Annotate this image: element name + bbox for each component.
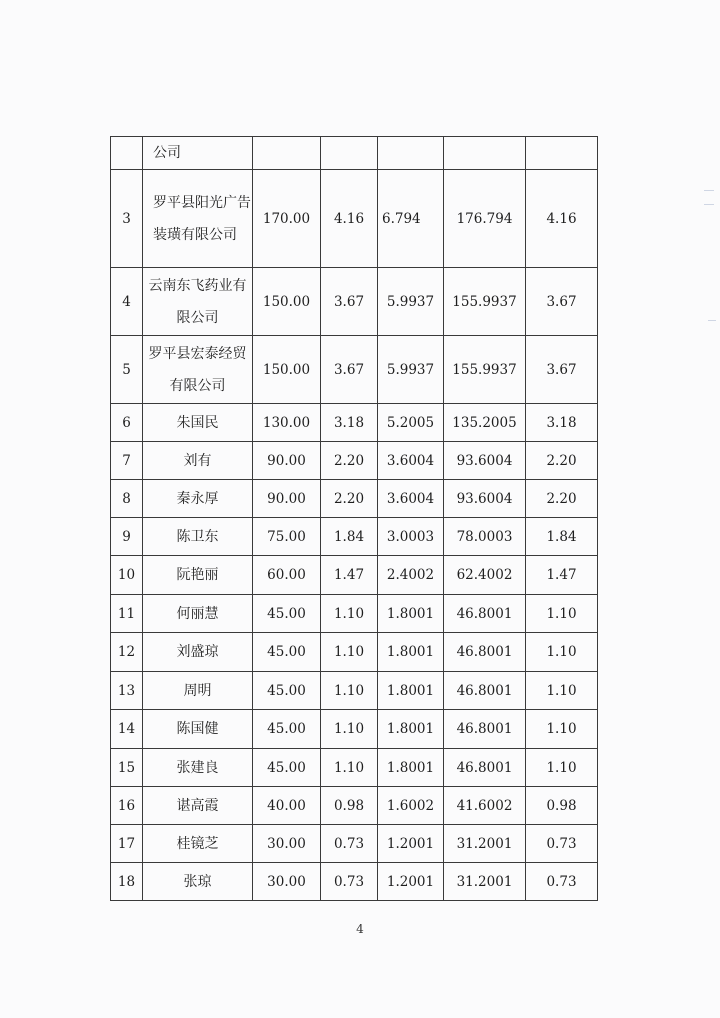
final-ratio-cell: 1.84	[526, 518, 598, 556]
final-ratio-cell: 4.16	[526, 170, 598, 268]
shareholder-name: 刘盛琼	[143, 633, 253, 672]
added-cell: 5.9937	[378, 336, 444, 404]
total-cell: 31.2001	[444, 863, 526, 901]
scan-edge-mark	[704, 204, 714, 205]
added-cell: 1.2001	[378, 825, 444, 863]
amount-cell: 45.00	[253, 595, 321, 633]
row-number: 12	[111, 633, 143, 672]
table-row	[111, 710, 598, 749]
row-number: 4	[111, 268, 143, 336]
shareholder-name: 陈国健	[143, 710, 253, 749]
ratio-cell: 3.67	[321, 268, 378, 336]
row-number: 16	[111, 787, 143, 825]
added-cell: 1.6002	[378, 787, 444, 825]
amount-cell: 40.00	[253, 787, 321, 825]
shareholder-name: 阮艳丽	[143, 556, 253, 595]
ratio-cell: 1.47	[321, 556, 378, 595]
total-cell: 135.2005	[444, 404, 526, 442]
final-ratio-cell: 1.10	[526, 672, 598, 710]
table-row	[111, 787, 598, 825]
row-number: 6	[111, 404, 143, 442]
row-number: 17	[111, 825, 143, 863]
amount-cell: 45.00	[253, 749, 321, 787]
total-cell: 46.8001	[444, 595, 526, 633]
total-cell: 46.8001	[444, 633, 526, 672]
total-cell: 31.2001	[444, 825, 526, 863]
final-ratio-cell: 1.10	[526, 749, 598, 787]
row-number: 9	[111, 518, 143, 556]
added-cell: 1.8001	[378, 633, 444, 672]
added-cell: 1.8001	[378, 672, 444, 710]
amount-cell: 130.00	[253, 404, 321, 442]
shareholder-name: 桂镜芝	[143, 825, 253, 863]
added-cell: 5.9937	[378, 268, 444, 336]
total-cell: 155.9937	[444, 336, 526, 404]
final-ratio-cell: 3.18	[526, 404, 598, 442]
added-cell: 3.6004	[378, 480, 444, 518]
row-number: 10	[111, 556, 143, 595]
row-number: 15	[111, 749, 143, 787]
table-row	[111, 170, 598, 268]
amount-cell: 75.00	[253, 518, 321, 556]
amount-cell: 150.00	[253, 336, 321, 404]
final-ratio-cell: 1.10	[526, 633, 598, 672]
table-body	[111, 137, 598, 901]
scan-edge-mark	[704, 190, 714, 191]
amount-cell: 30.00	[253, 863, 321, 901]
total-cell: 93.6004	[444, 480, 526, 518]
table-row	[111, 672, 598, 710]
shareholder-table	[110, 136, 598, 901]
added-cell: 5.2005	[378, 404, 444, 442]
ratio-cell: 1.10	[321, 633, 378, 672]
shareholder-name: 张琼	[143, 863, 253, 901]
amount-cell: 45.00	[253, 710, 321, 749]
shareholder-name: 罗平县宏泰经贸有限公司	[143, 336, 253, 404]
amount-cell	[253, 137, 321, 170]
row-number: 8	[111, 480, 143, 518]
ratio-cell: 1.10	[321, 595, 378, 633]
ratio-cell: 0.73	[321, 863, 378, 901]
ratio-cell: 3.18	[321, 404, 378, 442]
total-cell: 93.6004	[444, 442, 526, 480]
final-ratio-cell: 3.67	[526, 336, 598, 404]
shareholder-name: 朱国民	[143, 404, 253, 442]
table-row	[111, 825, 598, 863]
shareholder-name: 谌高霞	[143, 787, 253, 825]
added-cell: 3.6004	[378, 442, 444, 480]
ratio-cell: 4.16	[321, 170, 378, 268]
amount-cell: 30.00	[253, 825, 321, 863]
ratio-cell: 2.20	[321, 442, 378, 480]
amount-cell: 90.00	[253, 480, 321, 518]
total-cell: 41.6002	[444, 787, 526, 825]
amount-cell: 45.00	[253, 633, 321, 672]
added-cell	[378, 137, 444, 170]
table-row	[111, 404, 598, 442]
table-row	[111, 137, 598, 170]
total-cell: 46.8001	[444, 749, 526, 787]
amount-cell: 45.00	[253, 672, 321, 710]
added-cell: 1.8001	[378, 749, 444, 787]
shareholder-name: 罗平县阳光广告装璜有限公司	[143, 170, 253, 268]
page-number: 4	[356, 922, 364, 936]
ratio-cell: 1.84	[321, 518, 378, 556]
scan-edge-mark	[708, 320, 716, 321]
row-number: 13	[111, 672, 143, 710]
row-number	[111, 137, 143, 170]
table-row	[111, 518, 598, 556]
added-cell: 2.4002	[378, 556, 444, 595]
row-number: 14	[111, 710, 143, 749]
ratio-cell: 1.10	[321, 749, 378, 787]
amount-cell: 170.00	[253, 170, 321, 268]
shareholder-name: 陈卫东	[143, 518, 253, 556]
table-row	[111, 595, 598, 633]
row-number: 7	[111, 442, 143, 480]
total-cell: 78.0003	[444, 518, 526, 556]
ratio-cell	[321, 137, 378, 170]
table-row	[111, 556, 598, 595]
shareholder-name: 周明	[143, 672, 253, 710]
amount-cell: 60.00	[253, 556, 321, 595]
shareholder-name: 张建良	[143, 749, 253, 787]
final-ratio-cell: 1.47	[526, 556, 598, 595]
total-cell	[444, 137, 526, 170]
ratio-cell: 3.67	[321, 336, 378, 404]
table-row	[111, 863, 598, 901]
total-cell: 46.8001	[444, 672, 526, 710]
final-ratio-cell: 2.20	[526, 442, 598, 480]
shareholder-name: 云南东飞药业有限公司	[143, 268, 253, 336]
table-row	[111, 633, 598, 672]
added-cell: 1.8001	[378, 710, 444, 749]
final-ratio-cell: 0.73	[526, 825, 598, 863]
row-number: 11	[111, 595, 143, 633]
final-ratio-cell: 1.10	[526, 710, 598, 749]
final-ratio-cell: 2.20	[526, 480, 598, 518]
final-ratio-cell: 3.67	[526, 268, 598, 336]
total-cell: 176.794	[444, 170, 526, 268]
amount-cell: 90.00	[253, 442, 321, 480]
added-cell: 1.8001	[378, 595, 444, 633]
shareholder-name: 秦永厚	[143, 480, 253, 518]
total-cell: 62.4002	[444, 556, 526, 595]
ratio-cell: 1.10	[321, 672, 378, 710]
ratio-cell: 1.10	[321, 710, 378, 749]
row-number: 18	[111, 863, 143, 901]
amount-cell: 150.00	[253, 268, 321, 336]
row-number: 3	[111, 170, 143, 268]
final-ratio-cell	[526, 137, 598, 170]
ratio-cell: 2.20	[321, 480, 378, 518]
final-ratio-cell: 0.98	[526, 787, 598, 825]
table-row	[111, 336, 598, 404]
table-row	[111, 442, 598, 480]
ratio-cell: 0.98	[321, 787, 378, 825]
shareholder-name: 公司	[143, 137, 253, 170]
shareholder-name: 刘有	[143, 442, 253, 480]
table-row	[111, 749, 598, 787]
total-cell: 155.9937	[444, 268, 526, 336]
shareholder-name: 何丽慧	[143, 595, 253, 633]
added-cell: 3.0003	[378, 518, 444, 556]
total-cell: 46.8001	[444, 710, 526, 749]
final-ratio-cell: 1.10	[526, 595, 598, 633]
added-cell: 1.2001	[378, 863, 444, 901]
table-row	[111, 268, 598, 336]
final-ratio-cell: 0.73	[526, 863, 598, 901]
ratio-cell: 0.73	[321, 825, 378, 863]
table-row	[111, 480, 598, 518]
row-number: 5	[111, 336, 143, 404]
added-cell: 6.794	[378, 170, 444, 268]
